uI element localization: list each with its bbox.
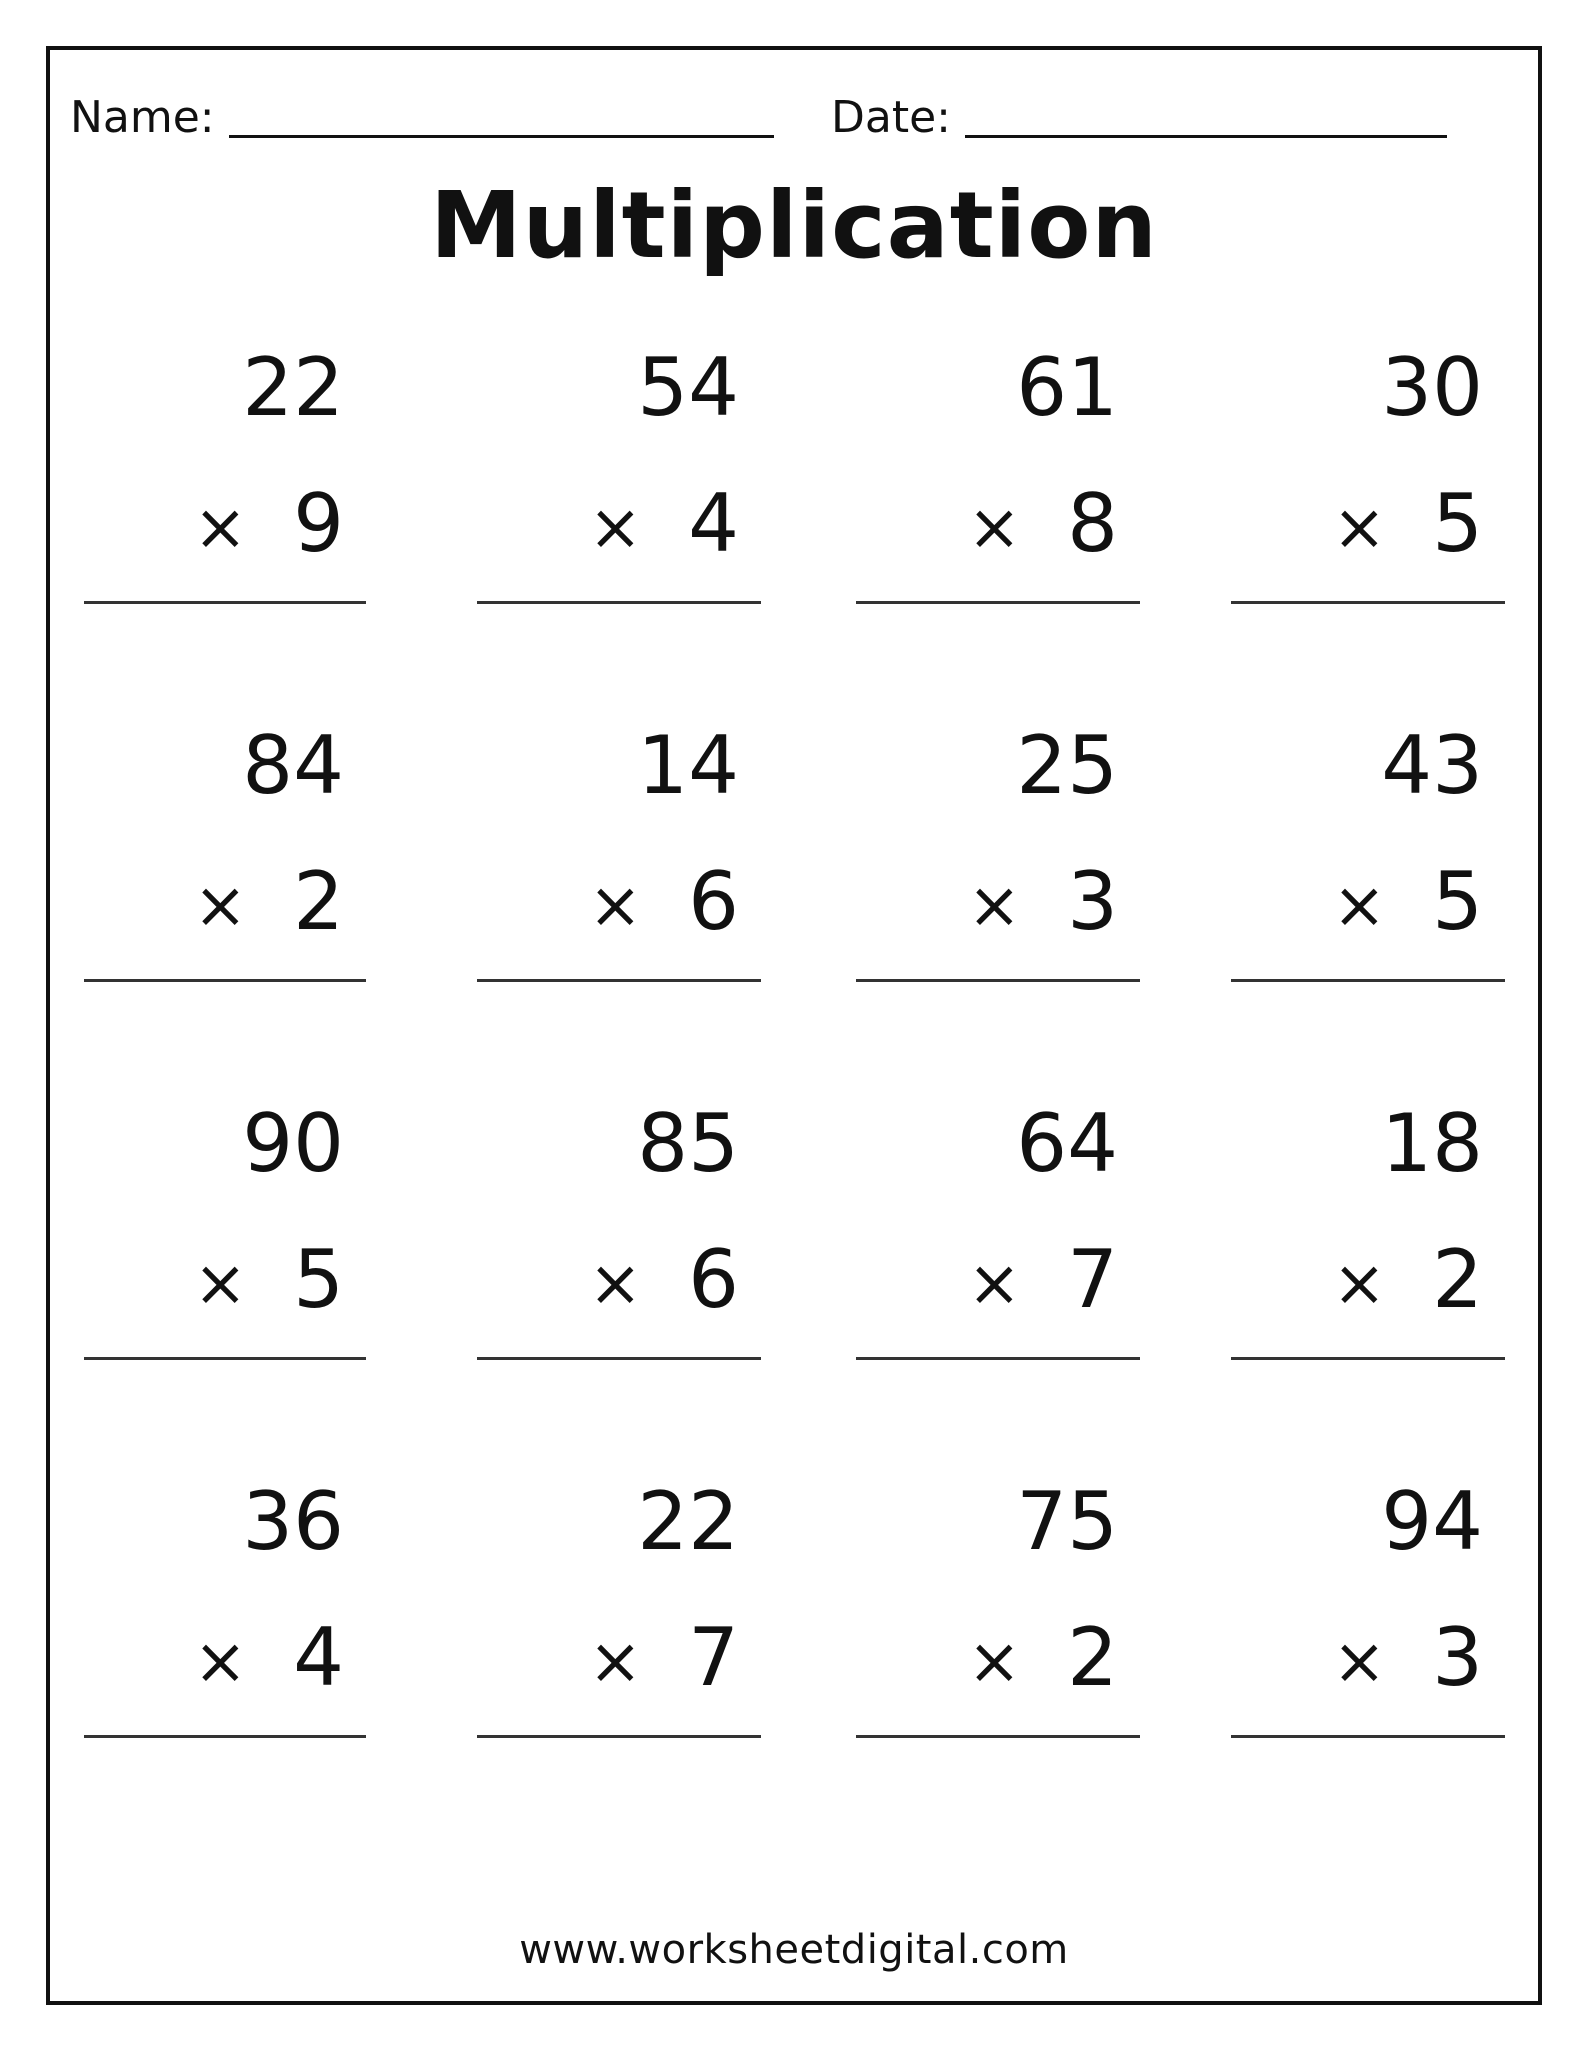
multiplier: 7 [1067, 1233, 1118, 1326]
problem-4 [1231, 341, 1505, 638]
multiplier: 2 [1432, 1233, 1483, 1326]
answer-line[interactable] [477, 1735, 761, 1738]
multiply-sign: × [588, 1247, 643, 1321]
page-title: Multiplication [430, 172, 1158, 279]
problem-grid [50, 50, 1538, 2001]
multiplier-row [588, 1233, 739, 1326]
answer-line[interactable] [856, 601, 1140, 604]
multiplicand: 94 [1381, 1475, 1483, 1568]
multiplicand: 90 [242, 1097, 344, 1190]
multiplier-row [588, 1611, 739, 1704]
multiply-sign: × [193, 869, 248, 943]
multiplier-row [1332, 855, 1483, 948]
answer-line[interactable] [84, 1735, 366, 1738]
multiply-sign: × [967, 1247, 1022, 1321]
multiplier: 7 [688, 1611, 739, 1704]
multiply-sign: × [1332, 869, 1387, 943]
multiply-sign: × [588, 869, 643, 943]
multiplicand: 30 [1381, 341, 1483, 434]
multiplicand: 43 [1381, 719, 1483, 812]
answer-line[interactable] [477, 601, 761, 604]
problem-8 [1231, 719, 1505, 1016]
date-label: Date: [831, 92, 951, 143]
problem-15 [856, 1475, 1140, 1772]
multiplier-row [193, 855, 344, 948]
multiplicand: 14 [637, 719, 739, 812]
multiplier: 9 [293, 477, 344, 570]
answer-line[interactable] [84, 979, 366, 982]
answer-line[interactable] [1231, 601, 1505, 604]
multiply-sign: × [193, 1625, 248, 1699]
multiplier-row [1332, 477, 1483, 570]
multiply-sign: × [967, 491, 1022, 565]
multiplicand: 85 [637, 1097, 739, 1190]
answer-line[interactable] [856, 979, 1140, 982]
problem-16 [1231, 1475, 1505, 1772]
multiplier: 3 [1432, 1611, 1483, 1704]
multiplier: 4 [293, 1611, 344, 1704]
problem-11 [856, 1097, 1140, 1394]
problem-2 [477, 341, 761, 638]
multiplier: 2 [1067, 1611, 1118, 1704]
problem-5 [84, 719, 366, 1016]
multiplier-row [588, 477, 739, 570]
multiplicand: 61 [1016, 341, 1118, 434]
multiplier: 3 [1067, 855, 1118, 948]
answer-line[interactable] [477, 1357, 761, 1360]
multiply-sign: × [193, 1247, 248, 1321]
answer-line[interactable] [84, 601, 366, 604]
problem-13 [84, 1475, 366, 1772]
multiplicand: 75 [1016, 1475, 1118, 1568]
problem-1 [84, 341, 366, 638]
name-label: Name: [70, 92, 215, 143]
multiplier: 5 [293, 1233, 344, 1326]
multiplicand: 84 [242, 719, 344, 812]
answer-line[interactable] [84, 1357, 366, 1360]
problem-7 [856, 719, 1140, 1016]
multiplicand: 22 [242, 341, 344, 434]
multiplier: 8 [1067, 477, 1118, 570]
answer-line[interactable] [856, 1357, 1140, 1360]
multiplicand: 25 [1016, 719, 1118, 812]
multiplier-row [193, 477, 344, 570]
multiply-sign: × [1332, 1625, 1387, 1699]
multiplier: 6 [688, 1233, 739, 1326]
multiply-sign: × [1332, 1247, 1387, 1321]
worksheet-page [46, 46, 1542, 2005]
answer-line[interactable] [1231, 979, 1505, 982]
multiplicand: 18 [1381, 1097, 1483, 1190]
multiplier-row [1332, 1611, 1483, 1704]
problem-12 [1231, 1097, 1505, 1394]
problem-9 [84, 1097, 366, 1394]
multiplier: 5 [1432, 477, 1483, 570]
multiplier-row [193, 1233, 344, 1326]
multiplier-row [967, 1611, 1118, 1704]
multiplier: 2 [293, 855, 344, 948]
multiply-sign: × [1332, 491, 1387, 565]
multiply-sign: × [588, 491, 643, 565]
multiplier-row [193, 1611, 344, 1704]
answer-line[interactable] [477, 979, 761, 982]
answer-line[interactable] [1231, 1735, 1505, 1738]
answer-line[interactable] [856, 1735, 1140, 1738]
multiplier: 4 [688, 477, 739, 570]
multiplicand: 22 [637, 1475, 739, 1568]
multiplicand: 36 [242, 1475, 344, 1568]
multiply-sign: × [193, 491, 248, 565]
problem-6 [477, 719, 761, 1016]
multiply-sign: × [588, 1625, 643, 1699]
problem-10 [477, 1097, 761, 1394]
multiplicand: 54 [637, 341, 739, 434]
website-footer: www.worksheetdigital.com [519, 1927, 1069, 1973]
multiplier-row [588, 855, 739, 948]
multiply-sign: × [967, 869, 1022, 943]
multiply-sign: × [967, 1625, 1022, 1699]
answer-line[interactable] [1231, 1357, 1505, 1360]
multiplicand: 64 [1016, 1097, 1118, 1190]
problem-14 [477, 1475, 761, 1772]
multiplier-row [967, 1233, 1118, 1326]
multiplier-row [967, 855, 1118, 948]
multiplier: 5 [1432, 855, 1483, 948]
problem-3 [856, 341, 1140, 638]
multiplier-row [967, 477, 1118, 570]
multiplier: 6 [688, 855, 739, 948]
multiplier-row [1332, 1233, 1483, 1326]
